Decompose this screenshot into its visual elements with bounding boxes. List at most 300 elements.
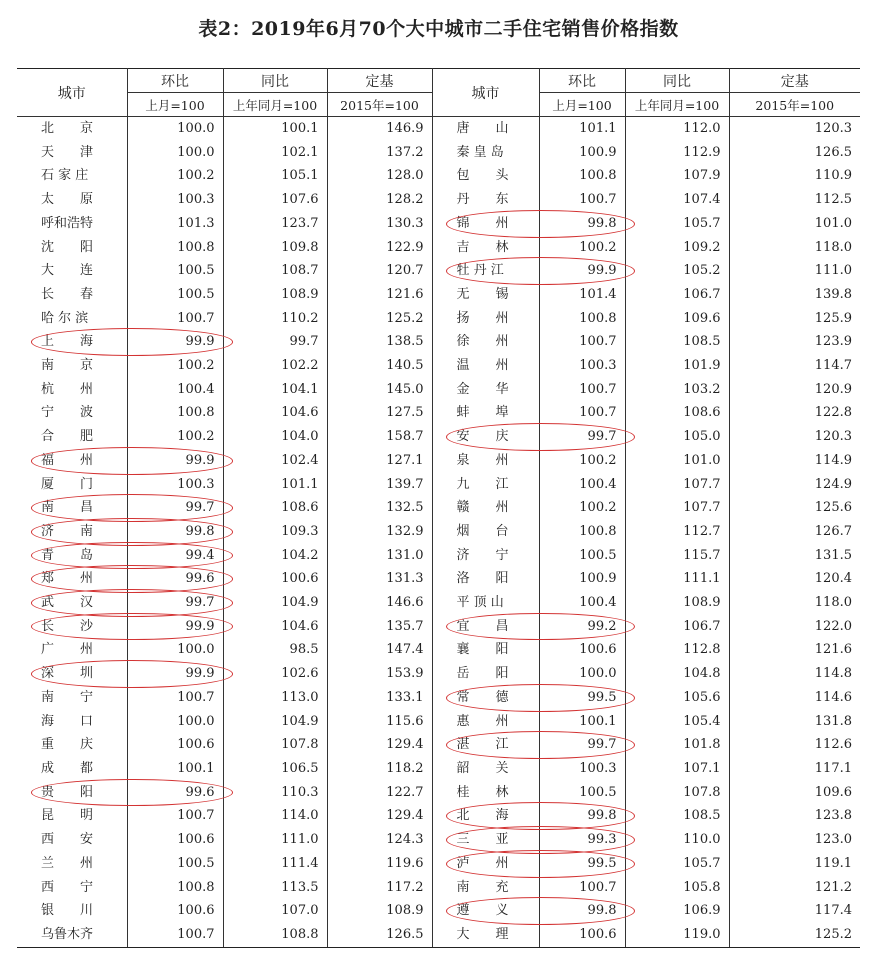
left-city-cell: 南 宁 [17, 686, 127, 710]
left-yoy-cell: 102.1 [223, 141, 327, 165]
right-mom-cell: 100.3 [539, 354, 625, 378]
left-fixed-cell: 117.2 [327, 876, 432, 900]
left-fixed-cell: 131.0 [327, 544, 432, 568]
header-yoy-left: 同比 [223, 69, 327, 93]
table-row [17, 615, 860, 639]
right-yoy-cell: 108.9 [625, 591, 729, 615]
right-mom-cell: 100.3 [539, 757, 625, 781]
left-mom-cell: 100.3 [127, 188, 223, 212]
table-row [17, 378, 860, 402]
left-city-cell: 重 庆 [17, 733, 127, 757]
left-mom-cell: 99.9 [127, 330, 223, 354]
right-mom-cell: 100.5 [539, 544, 625, 568]
left-fixed-cell: 158.7 [327, 425, 432, 449]
right-fixed-cell: 110.9 [814, 168, 852, 184]
right-city-cell: 桂 林 [432, 781, 539, 805]
right-mom-cell: 100.4 [539, 591, 625, 615]
left-mom-cell: 100.0 [127, 117, 223, 141]
table-row [17, 662, 860, 686]
right-mom-cell: 100.1 [539, 710, 625, 734]
table-row [17, 638, 860, 662]
left-city-cell: 兰 州 [17, 852, 127, 876]
left-city-cell: 深 圳 [17, 662, 127, 686]
left-mom-cell: 100.4 [127, 378, 223, 402]
left-mom-cell: 100.8 [127, 876, 223, 900]
left-city-cell: 长 沙 [17, 615, 127, 639]
table-row [17, 710, 860, 734]
right-mom-cell: 100.9 [539, 141, 625, 165]
left-city-cell: 广 州 [17, 638, 127, 662]
left-yoy-cell: 109.8 [223, 236, 327, 260]
left-city-cell: 太 原 [17, 188, 127, 212]
left-mom-cell: 99.6 [127, 781, 223, 805]
left-mom-cell: 100.7 [127, 804, 223, 828]
right-mom-cell: 100.7 [539, 188, 625, 212]
table-row [17, 804, 860, 828]
table-row [17, 425, 860, 449]
right-fixed-cell: 120.3 [814, 429, 852, 445]
left-yoy-cell: 123.7 [223, 212, 327, 236]
left-city-cell: 银 川 [17, 899, 127, 923]
right-fixed-cell: 123.0 [814, 832, 852, 848]
left-fixed-cell: 129.4 [327, 804, 432, 828]
right-mom-cell: 100.9 [539, 567, 625, 591]
left-city-cell: 宁 波 [17, 401, 127, 425]
header-fixed-base-left: 2015年=100 [327, 93, 432, 117]
right-fixed-cell: 131.8 [814, 713, 852, 729]
right-yoy-cell: 107.4 [625, 188, 729, 212]
right-city-cell: 锦 州 [432, 212, 539, 236]
right-city-cell: 丹 东 [432, 188, 539, 212]
right-fixed-cell: 120.9 [814, 381, 852, 397]
table-row [17, 449, 860, 473]
left-fixed-cell: 146.6 [327, 591, 432, 615]
right-city-cell: 徐 州 [432, 330, 539, 354]
header-yoy-base-left: 上年同月=100 [223, 93, 327, 117]
left-city-cell: 哈 尔 滨 [17, 307, 127, 331]
right-mom-cell: 100.2 [539, 236, 625, 260]
right-mom-cell: 100.8 [539, 307, 625, 331]
right-yoy-cell: 112.0 [625, 117, 729, 141]
left-fixed-cell: 131.3 [327, 567, 432, 591]
left-yoy-cell: 104.2 [223, 544, 327, 568]
left-fixed-cell: 132.9 [327, 520, 432, 544]
right-mom-cell: 100.7 [539, 401, 625, 425]
left-yoy-cell: 104.6 [223, 401, 327, 425]
left-city-cell: 福 州 [17, 449, 127, 473]
right-city-cell: 宜 昌 [432, 615, 539, 639]
left-mom-cell: 99.7 [127, 591, 223, 615]
header-city-left: 城市 [17, 69, 127, 117]
left-mom-cell: 99.4 [127, 544, 223, 568]
right-city-cell: 三 亚 [432, 828, 539, 852]
left-city-cell: 乌鲁木齐 [17, 923, 127, 947]
right-city-cell: 济 宁 [432, 544, 539, 568]
right-city-cell: 包 头 [432, 164, 539, 188]
right-yoy-cell: 111.1 [625, 567, 729, 591]
left-mom-cell: 100.8 [127, 236, 223, 260]
left-mom-cell: 99.9 [127, 662, 223, 686]
left-city-cell: 北 京 [17, 117, 127, 141]
left-fixed-cell: 147.4 [327, 638, 432, 662]
right-mom-cell: 101.1 [539, 117, 625, 141]
left-fixed-cell: 120.7 [327, 259, 432, 283]
right-yoy-cell: 107.8 [625, 781, 729, 805]
right-yoy-cell: 103.2 [625, 378, 729, 402]
left-yoy-cell: 113.5 [223, 876, 327, 900]
right-mom-cell: 100.4 [539, 473, 625, 497]
right-city-cell: 安 庆 [432, 425, 539, 449]
right-yoy-cell: 110.0 [625, 828, 729, 852]
table-row [17, 188, 860, 212]
right-city-cell: 平 顶 山 [432, 591, 539, 615]
right-yoy-cell: 108.6 [625, 401, 729, 425]
left-fixed-cell: 127.5 [327, 401, 432, 425]
table-row [17, 164, 860, 188]
table-row [17, 757, 860, 781]
header-mom-base-right: 上月=100 [539, 93, 625, 117]
right-mom-cell: 99.2 [539, 615, 625, 639]
right-fixed-cell: 112.5 [814, 192, 852, 208]
right-fixed-cell: 124.9 [814, 476, 852, 492]
right-fixed-cell: 126.7 [814, 523, 852, 539]
left-fixed-cell: 132.5 [327, 496, 432, 520]
left-mom-cell: 100.3 [127, 473, 223, 497]
left-city-cell: 昆 明 [17, 804, 127, 828]
left-city-cell: 成 都 [17, 757, 127, 781]
right-city-cell: 韶 关 [432, 757, 539, 781]
right-fixed-cell: 123.8 [814, 808, 852, 824]
right-city-cell: 秦 皇 岛 [432, 141, 539, 165]
left-fixed-cell: 153.9 [327, 662, 432, 686]
left-mom-cell: 100.0 [127, 141, 223, 165]
left-mom-cell: 100.7 [127, 307, 223, 331]
left-fixed-cell: 128.2 [327, 188, 432, 212]
left-fixed-cell: 139.7 [327, 473, 432, 497]
right-mom-cell: 99.5 [539, 686, 625, 710]
right-fixed-cell: 117.4 [814, 903, 852, 919]
right-yoy-cell: 105.4 [625, 710, 729, 734]
right-city-cell: 常 德 [432, 686, 539, 710]
price-index-table [17, 68, 860, 948]
right-yoy-cell: 107.1 [625, 757, 729, 781]
left-mom-cell: 99.6 [127, 567, 223, 591]
left-yoy-cell: 114.0 [223, 804, 327, 828]
right-yoy-cell: 104.8 [625, 662, 729, 686]
table-row [17, 876, 860, 900]
left-yoy-cell: 110.3 [223, 781, 327, 805]
table-row [17, 259, 860, 283]
left-mom-cell: 100.0 [127, 638, 223, 662]
left-city-cell: 西 安 [17, 828, 127, 852]
right-city-cell: 赣 州 [432, 496, 539, 520]
left-city-cell: 石 家 庄 [17, 164, 127, 188]
left-yoy-cell: 107.0 [223, 899, 327, 923]
right-mom-cell: 99.7 [539, 733, 625, 757]
right-mom-cell: 99.7 [539, 425, 625, 449]
header-mom-left: 环比 [127, 69, 223, 93]
table-row [17, 141, 860, 165]
left-yoy-cell: 104.9 [223, 710, 327, 734]
left-city-cell: 长 春 [17, 283, 127, 307]
right-yoy-cell: 115.7 [625, 544, 729, 568]
left-fixed-cell: 122.9 [327, 236, 432, 260]
left-city-cell: 南 昌 [17, 496, 127, 520]
left-city-cell: 厦 门 [17, 473, 127, 497]
left-yoy-cell: 105.1 [223, 164, 327, 188]
left-city-cell: 南 京 [17, 354, 127, 378]
right-city-cell: 岳 阳 [432, 662, 539, 686]
table-row [17, 473, 860, 497]
right-yoy-cell: 107.9 [625, 164, 729, 188]
right-fixed-cell: 118.0 [814, 239, 852, 255]
left-city-cell: 杭 州 [17, 378, 127, 402]
left-fixed-cell: 140.5 [327, 354, 432, 378]
left-yoy-cell: 107.6 [223, 188, 327, 212]
table-body [17, 117, 860, 948]
right-mom-cell: 100.7 [539, 876, 625, 900]
right-city-cell: 扬 州 [432, 307, 539, 331]
right-city-cell: 吉 林 [432, 236, 539, 260]
right-fixed-cell: 125.9 [814, 310, 852, 326]
right-city-cell: 北 海 [432, 804, 539, 828]
left-mom-cell: 100.7 [127, 923, 223, 947]
right-fixed-cell: 117.1 [814, 760, 852, 776]
right-fixed-cell: 101.0 [814, 215, 852, 231]
left-city-cell: 沈 阳 [17, 236, 127, 260]
right-mom-cell: 100.8 [539, 520, 625, 544]
right-fixed-cell: 125.2 [729, 923, 860, 947]
right-yoy-cell: 109.2 [625, 236, 729, 260]
table-row [17, 520, 860, 544]
right-city-cell: 泸 州 [432, 852, 539, 876]
right-city-cell: 洛 阳 [432, 567, 539, 591]
right-mom-cell: 99.3 [539, 828, 625, 852]
left-yoy-cell: 109.3 [223, 520, 327, 544]
left-yoy-cell: 108.7 [223, 259, 327, 283]
table-row [17, 496, 860, 520]
right-yoy-cell: 105.0 [625, 425, 729, 449]
header-mom-base-left: 上月=100 [127, 93, 223, 117]
left-mom-cell: 99.8 [127, 520, 223, 544]
left-mom-cell: 100.2 [127, 164, 223, 188]
right-yoy-cell: 112.8 [625, 638, 729, 662]
left-fixed-cell: 125.2 [327, 307, 432, 331]
left-fixed-cell: 129.4 [327, 733, 432, 757]
right-fixed-cell: 123.9 [814, 334, 852, 350]
right-mom-cell: 100.6 [539, 638, 625, 662]
left-mom-cell: 100.5 [127, 259, 223, 283]
right-city-cell: 牡 丹 江 [432, 259, 539, 283]
left-city-cell: 大 连 [17, 259, 127, 283]
right-city-cell: 金 华 [432, 378, 539, 402]
right-mom-cell: 100.6 [539, 923, 625, 947]
left-yoy-cell: 104.1 [223, 378, 327, 402]
left-mom-cell: 100.5 [127, 852, 223, 876]
left-yoy-cell: 98.5 [223, 638, 327, 662]
table-row [17, 828, 860, 852]
right-yoy-cell: 106.9 [625, 899, 729, 923]
left-yoy-cell: 108.9 [223, 283, 327, 307]
left-fixed-cell: 133.1 [327, 686, 432, 710]
header-fixed-base-right: 2015年=100 [729, 93, 860, 117]
table-row [17, 567, 860, 591]
left-fixed-cell: 122.7 [327, 781, 432, 805]
table-row [17, 330, 860, 354]
left-mom-cell: 99.9 [127, 615, 223, 639]
left-fixed-cell: 126.5 [327, 923, 432, 947]
right-mom-cell: 99.8 [539, 212, 625, 236]
left-fixed-cell: 130.3 [327, 212, 432, 236]
left-yoy-cell: 102.2 [223, 354, 327, 378]
left-yoy-cell: 108.6 [223, 496, 327, 520]
left-fixed-cell: 128.0 [327, 164, 432, 188]
right-mom-cell: 99.8 [539, 899, 625, 923]
right-fixed-cell: 131.5 [814, 547, 852, 563]
right-fixed-cell: 121.2 [814, 879, 852, 895]
right-city-cell: 南 充 [432, 876, 539, 900]
right-city-cell: 无 锡 [432, 283, 539, 307]
table-row [17, 923, 860, 947]
right-city-cell: 温 州 [432, 354, 539, 378]
right-mom-cell: 100.0 [539, 662, 625, 686]
right-fixed-cell: 111.0 [814, 263, 852, 279]
right-yoy-cell: 105.6 [625, 686, 729, 710]
right-yoy-cell: 108.5 [625, 330, 729, 354]
left-mom-cell: 100.1 [127, 757, 223, 781]
table-row [17, 899, 860, 923]
left-city-cell: 青 岛 [17, 544, 127, 568]
left-fixed-cell: 124.3 [327, 828, 432, 852]
right-fixed-cell: 121.6 [814, 642, 852, 658]
right-mom-cell: 100.8 [539, 164, 625, 188]
left-yoy-cell: 99.7 [223, 330, 327, 354]
left-mom-cell: 100.2 [127, 425, 223, 449]
left-yoy-cell: 102.6 [223, 662, 327, 686]
left-yoy-cell: 104.6 [223, 615, 327, 639]
left-fixed-cell: 145.0 [327, 378, 432, 402]
right-fixed-cell: 112.6 [814, 737, 852, 753]
left-mom-cell: 100.6 [127, 828, 223, 852]
left-yoy-cell: 111.4 [223, 852, 327, 876]
right-mom-cell: 100.5 [539, 781, 625, 805]
table-row [17, 686, 860, 710]
left-fixed-cell: 118.2 [327, 757, 432, 781]
right-yoy-cell: 109.6 [625, 307, 729, 331]
right-fixed-cell: 119.1 [814, 855, 852, 871]
right-mom-cell: 99.9 [539, 259, 625, 283]
right-yoy-cell: 112.7 [625, 520, 729, 544]
table-row [17, 544, 860, 568]
left-mom-cell: 100.2 [127, 354, 223, 378]
header-yoy-right: 同比 [625, 69, 729, 93]
left-city-cell: 济 南 [17, 520, 127, 544]
right-city-cell: 襄 阳 [432, 638, 539, 662]
right-city-cell: 湛 江 [432, 733, 539, 757]
right-mom-cell: 101.4 [539, 283, 625, 307]
right-yoy-cell: 119.0 [625, 923, 729, 947]
left-fixed-cell: 135.7 [327, 615, 432, 639]
table-row [17, 117, 860, 141]
right-mom-cell: 100.7 [539, 330, 625, 354]
left-fixed-cell: 119.6 [327, 852, 432, 876]
left-city-cell: 上 海 [17, 330, 127, 354]
left-city-cell: 合 肥 [17, 425, 127, 449]
right-fixed-cell: 126.5 [814, 144, 852, 160]
left-mom-cell: 99.9 [127, 449, 223, 473]
table-row [17, 401, 860, 425]
right-fixed-cell: 109.6 [814, 784, 852, 800]
left-yoy-cell: 107.8 [223, 733, 327, 757]
header-city-right: 城市 [432, 69, 539, 117]
left-mom-cell: 101.3 [127, 212, 223, 236]
left-city-cell: 天 津 [17, 141, 127, 165]
left-mom-cell: 100.0 [127, 710, 223, 734]
right-fixed-cell: 139.8 [814, 286, 852, 302]
header-yoy-base-right: 上年同月=100 [625, 93, 729, 117]
right-yoy-cell: 101.0 [625, 449, 729, 473]
table-row [17, 236, 860, 260]
left-yoy-cell: 100.6 [223, 567, 327, 591]
right-city-cell: 蚌 埠 [432, 401, 539, 425]
left-mom-cell: 99.7 [127, 496, 223, 520]
right-city-cell: 大 理 [432, 923, 539, 947]
right-fixed-cell: 120.4 [814, 571, 852, 587]
left-mom-cell: 100.5 [127, 283, 223, 307]
left-city-cell: 郑 州 [17, 567, 127, 591]
right-yoy-cell: 101.8 [625, 733, 729, 757]
right-fixed-cell: 118.0 [814, 595, 852, 611]
right-mom-cell: 99.5 [539, 852, 625, 876]
left-yoy-cell: 106.5 [223, 757, 327, 781]
left-fixed-cell: 115.6 [327, 710, 432, 734]
left-yoy-cell: 104.9 [223, 591, 327, 615]
right-city-cell: 烟 台 [432, 520, 539, 544]
table-row [17, 852, 860, 876]
right-yoy-cell: 101.9 [625, 354, 729, 378]
right-fixed-cell: 122.8 [814, 405, 852, 421]
left-city-cell: 贵 阳 [17, 781, 127, 805]
table-row [17, 733, 860, 757]
table-title: 表2：2019年6月70个大中城市二手住宅销售价格指数 [198, 18, 679, 40]
left-city-cell: 海 口 [17, 710, 127, 734]
left-fixed-cell: 138.5 [327, 330, 432, 354]
right-fixed-cell: 114.6 [814, 689, 852, 705]
right-city-cell: 唐 山 [432, 117, 539, 141]
right-fixed-cell: 122.0 [814, 618, 852, 634]
left-yoy-cell: 100.1 [223, 117, 327, 141]
left-fixed-cell: 121.6 [327, 283, 432, 307]
right-yoy-cell: 107.7 [625, 496, 729, 520]
left-fixed-cell: 127.1 [327, 449, 432, 473]
left-yoy-cell: 111.0 [223, 828, 327, 852]
right-mom-cell: 100.2 [539, 496, 625, 520]
right-yoy-cell: 112.9 [625, 141, 729, 165]
right-city-cell: 九 江 [432, 473, 539, 497]
header-fixed-right: 定基 [729, 69, 860, 93]
header-fixed-left: 定基 [327, 69, 432, 93]
left-mom-cell: 100.6 [127, 899, 223, 923]
right-mom-cell: 100.2 [539, 449, 625, 473]
table-row [17, 354, 860, 378]
left-city-cell: 呼和浩特 [17, 212, 127, 236]
right-city-cell: 惠 州 [432, 710, 539, 734]
header-mom-right: 环比 [539, 69, 625, 93]
left-yoy-cell: 110.2 [223, 307, 327, 331]
right-yoy-cell: 105.8 [625, 876, 729, 900]
left-city-cell: 西 宁 [17, 876, 127, 900]
table-row [17, 781, 860, 805]
